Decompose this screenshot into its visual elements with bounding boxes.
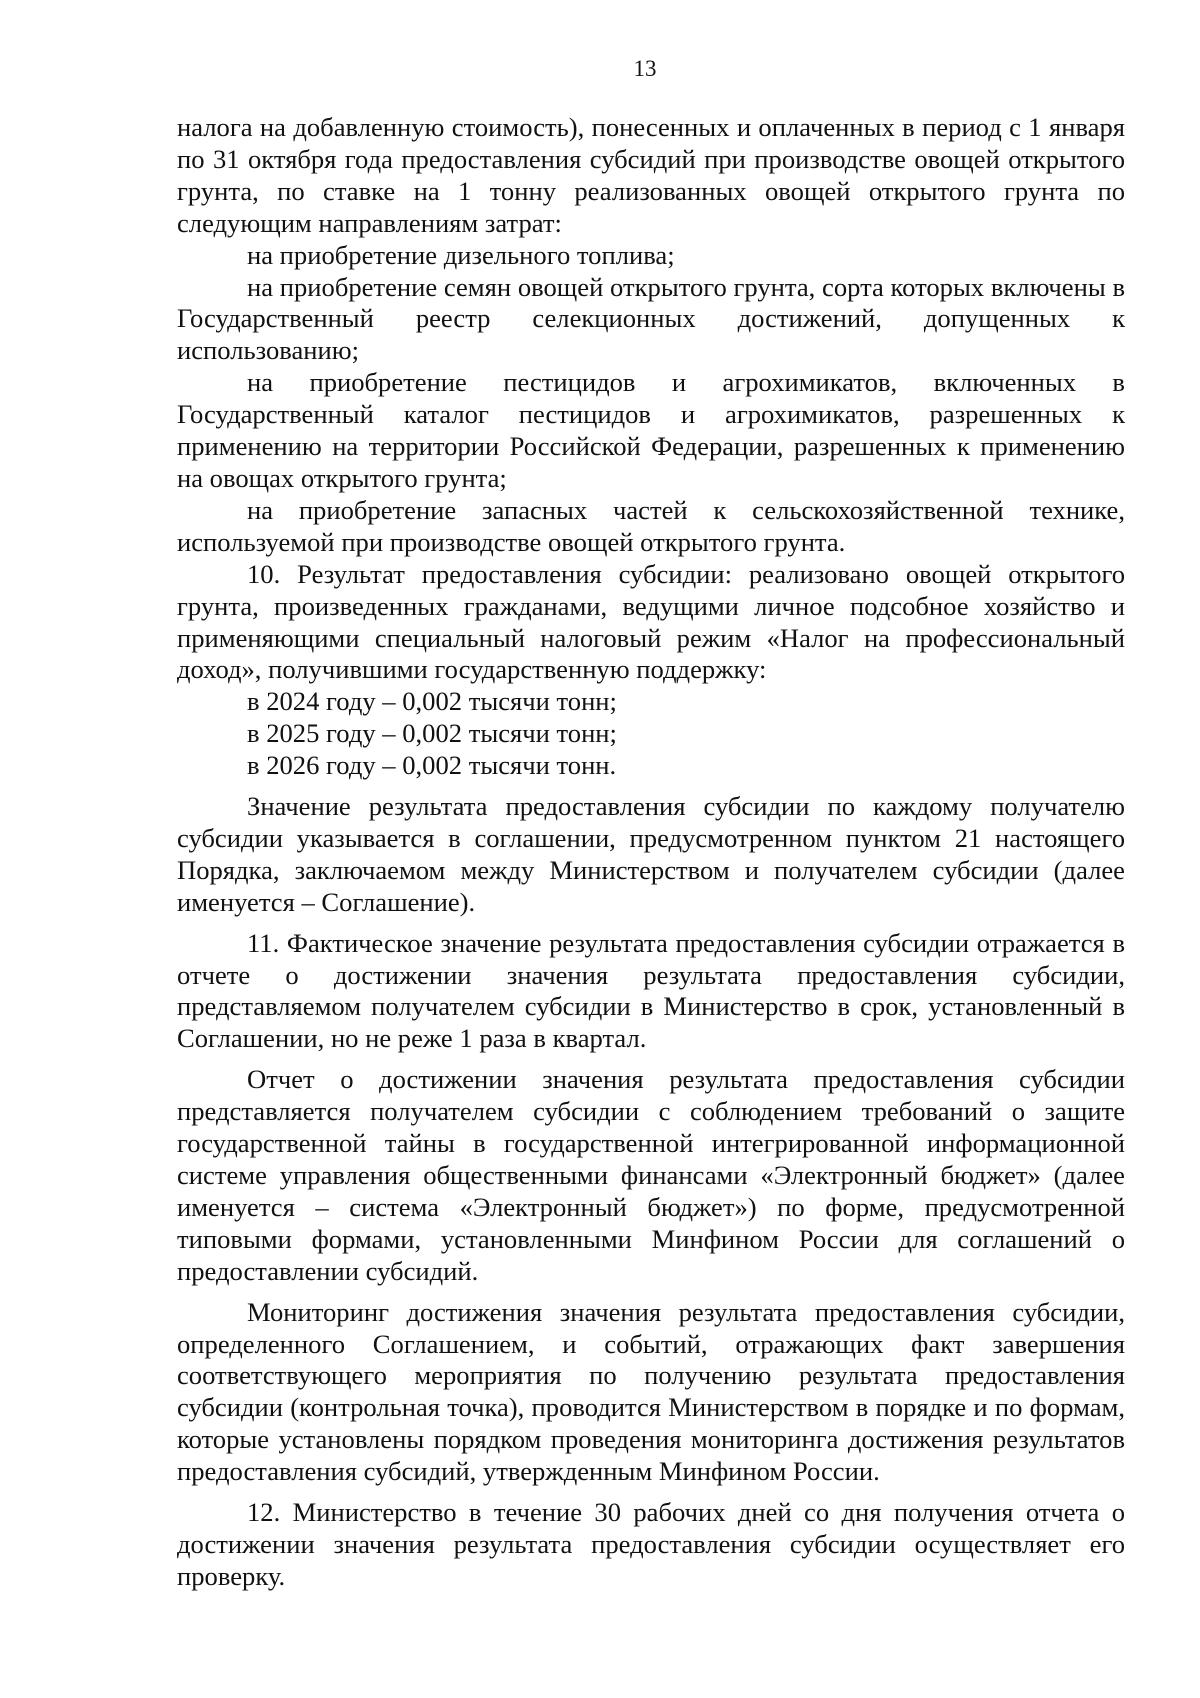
- paragraph-seeds: на приобретение семян овощей открытого грунта, сорта которых включены в Государственный реестр селекционных достижений, допущенных к использованию;: [177, 271, 1125, 366]
- paragraph-item-10: 10. Результат предоставления субсидии: реализовано овощей открытого грунта, произведенных гражданами, ведущими личное подсобное хозяйство и применяющими специальный налоговый режим «Налог на профессиональный доход», получившими государственную поддержку:: [177, 558, 1125, 685]
- paragraph-pesticides: на приобретение пестицидов и агрохимикатов, включенных в Государственный каталог пестицидов и агрохимикатов, разрешенных к применению на территории Российской Федерации, разрешенных к применению на овощах открытого грунта;: [177, 367, 1125, 493]
- paragraph-spare-parts: на приобретение запасных частей к сельскохозяйственной технике, используемой при производстве овощей открытого грунта.: [177, 494, 1125, 557]
- paragraph-item-11: 11. Фактическое значение результата предоставления субсидии отражается в отчете о достижении значения результата предоставления субсидии, представляемом получателем субсидии в Министерство в срок, установленный в Соглашении, но не реже 1 раза в квартал.: [177, 927, 1125, 1054]
- paragraph-continuation: налога на добавленную стоимость), понесенных и оплаченных в период с 1 января по 31 октября года предоставления субсидий при производстве овощей открытого грунта, по ставке на 1 тонну реализованных овощей открытого грунта по следующим направлениям затрат:: [177, 112, 1125, 238]
- page-number: 13: [633, 56, 657, 81]
- paragraph-item-12: 12. Министерство в течение 30 рабочих дней со дня получения отчета о достижении значения результата предоставления субсидии осуществляет его проверку.: [177, 1497, 1125, 1591]
- document-body: [177, 112, 1125, 1593]
- paragraph-monitoring: Мониторинг достижения значения результата предоставления субсидии, определенного Соглашением, и событий, отражающих факт завершения соответствующего мероприятия по получению результата предоставления субсидии (контрольная точка), проводится Министерством в порядке и по формам, которые установлены порядком проведения мониторинга достижения результатов предоставления субсидий, утвержденным Минфином России.: [177, 1296, 1125, 1487]
- paragraph-report: Отчет о достижении значения результата предоставления субсидии представляется получателем субсидии с соблюдением требований о защите государственной тайны в государственной интегрированной информационной системе управления общественными финансами «Электронный бюджет» (далее именуется – система «Электронный бюджет») по форме, предусмотренной типовыми формами, установленными Минфином России для соглашений о предоставлении субсидий.: [177, 1064, 1125, 1286]
- paragraph-result-value: Значение результата предоставления субсидии по каждому получателю субсидии указывается в соглашении, предусмотренном пунктом 21 настоящего Порядка, заключаемом между Министерством и получателем субсидии (далее именуется – Соглашение).: [177, 791, 1125, 917]
- paragraph-year-2026: в 2026 году – 0,002 тысячи тонн.: [247, 750, 617, 781]
- paragraph-year-2025: в 2025 году – 0,002 тысячи тонн;: [247, 718, 617, 749]
- paragraph-year-2024: в 2024 году – 0,002 тысячи тонн;: [247, 686, 617, 717]
- paragraph-diesel-fuel: на приобретение дизельного топлива;: [247, 239, 675, 270]
